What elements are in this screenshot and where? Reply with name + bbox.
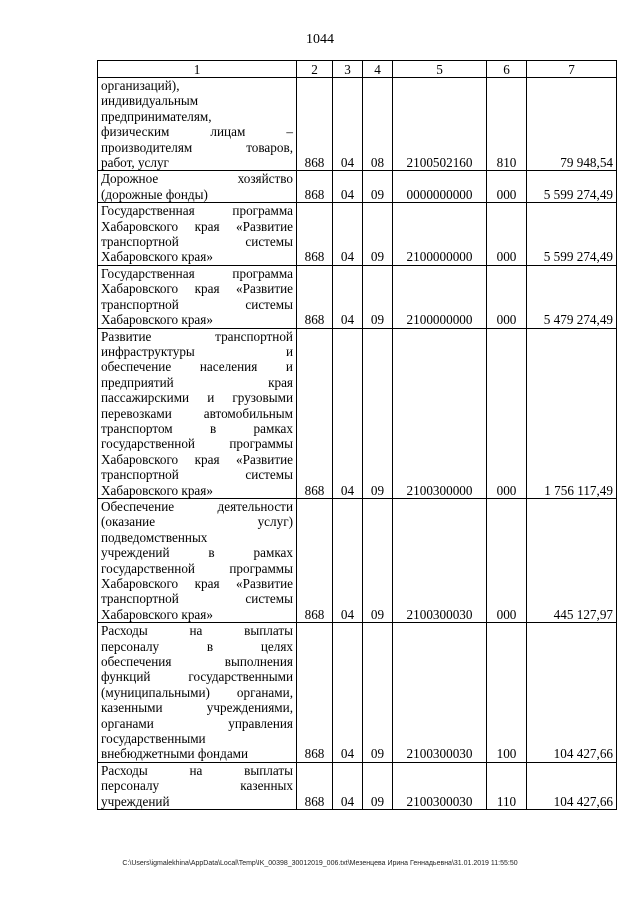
row-name-line: физическим лицам – [101,124,293,140]
row-name-line: Дорожное хозяйство [101,171,293,187]
row-name-line: обеспечения выполнения [101,654,293,670]
subsection-code-cell: 09 [363,265,393,328]
department-code-cell: 868 [297,265,333,328]
row-name-line: государственной программы [101,436,293,452]
row-name-cell [98,171,297,203]
row-name-line: транспортной системы [101,296,293,312]
row-name-line: подведомственных [101,529,208,545]
row-name-line: (дорожные фонды) [101,186,208,202]
table-row [98,265,617,328]
row-name-line: Хабаровского края «Развитие [101,576,293,591]
row-name-line: государственными [101,731,206,747]
expense-type-cell: 000 [487,328,527,498]
table-row [98,328,617,498]
column-header: 3 [333,61,363,78]
row-name-line: Развитие транспортной [101,328,293,344]
expense-type-cell: 000 [487,498,527,622]
target-article-cell: 2100300030 [393,623,487,763]
subsection-code-cell: 08 [363,78,393,171]
target-article-cell: 2100300000 [393,328,487,498]
row-name-line: казенными учреждениями, [101,700,293,716]
section-code-cell: 04 [333,265,363,328]
row-name-line: транспортной системы [101,591,293,607]
row-name-line: учреждений в рамках [101,545,293,561]
header-row [98,61,617,78]
target-article-cell: 2100502160 [393,78,487,171]
expense-type-cell: 110 [487,762,527,809]
department-code-cell: 868 [297,203,333,266]
amount-cell: 5 599 274,49 [527,203,617,266]
section-code-cell: 04 [333,623,363,763]
department-code-cell: 868 [297,171,333,203]
subsection-code-cell: 09 [363,623,393,763]
row-name-line: Хабаровского края «Развитие [101,218,293,234]
column-header: 2 [297,61,333,78]
amount-cell: 104 427,66 [527,762,617,809]
table-row [98,762,617,809]
row-name-line: организаций), [101,78,180,93]
budget-table [97,60,617,810]
table-row [98,498,617,622]
row-name-line: Хабаровского края «Развитие [101,281,293,297]
table-row [98,623,617,763]
target-article-cell: 0000000000 [393,171,487,203]
section-code-cell: 04 [333,498,363,622]
row-name-line: государственной программы [101,560,293,576]
section-code-cell: 04 [333,78,363,171]
row-name-line: обеспечение населения и [101,359,293,375]
row-name-line: внебюджетными фондами [101,746,249,762]
footer-path: C:\Users\igmalekhina\AppData\Local\Temp\IK_00398_30012019_006.txt\Мезенцева Ирина Геннадьевна\31.01.2019 11:55:50 [122,860,518,867]
target-article-cell: 2100300030 [393,498,487,622]
column-header: 1 [98,61,297,78]
row-name-line: Расходы на выплаты [101,623,293,639]
page-number: 1044 [306,32,334,47]
department-code-cell: 868 [297,498,333,622]
column-header: 5 [393,61,487,78]
row-name-line: Обеспечение деятельности [101,498,293,514]
column-header: 7 [527,61,617,78]
row-name-cell [98,498,297,622]
subsection-code-cell: 09 [363,498,393,622]
amount-cell: 445 127,97 [527,498,617,622]
table-row [98,78,617,171]
row-name-line: Государственная программа [101,265,293,281]
row-name-line: транспортной системы [101,467,293,483]
amount-cell: 1 756 117,49 [527,328,617,498]
row-name-line: транспортной системы [101,234,293,250]
row-name-line: предприятий края [101,374,293,390]
section-code-cell: 04 [333,171,363,203]
department-code-cell: 868 [297,623,333,763]
row-name-cell [98,78,297,171]
subsection-code-cell: 09 [363,762,393,809]
target-article-cell: 2100000000 [393,265,487,328]
row-name-line: Хабаровского края» [101,249,213,265]
row-name-line: производителям товаров, [101,139,293,155]
target-article-cell: 2100300030 [393,762,487,809]
row-name-line: Расходы на выплаты [101,762,293,778]
row-name-line: инфраструктуры и [101,343,293,359]
row-name-line: пассажирскими и грузовыми [101,390,293,406]
row-name-cell [98,762,297,809]
section-code-cell: 04 [333,762,363,809]
expense-type-cell: 000 [487,265,527,328]
amount-cell: 79 948,54 [527,78,617,171]
row-name-line: Хабаровского края» [101,312,213,328]
expense-type-cell: 000 [487,171,527,203]
target-article-cell: 2100000000 [393,203,487,266]
row-name-line: органами управления [101,715,293,731]
row-name-line: транспортом в рамках [101,420,293,436]
amount-cell: 5 479 274,49 [527,265,617,328]
row-name-line: работ, услуг [101,155,169,171]
row-name-cell [98,328,297,498]
row-name-line: предпринимателям, [101,108,212,124]
row-name-line: персоналу в целях [101,638,293,654]
row-name-line: учреждений [101,793,170,809]
subsection-code-cell: 09 [363,171,393,203]
row-name-line: Хабаровского края» [101,606,213,622]
row-name-cell [98,623,297,763]
expense-type-cell: 000 [487,203,527,266]
column-header: 4 [363,61,393,78]
row-name-line: Государственная программа [101,203,293,219]
department-code-cell: 868 [297,78,333,171]
row-name-cell [98,203,297,266]
row-name-line: (муниципальными) органами, [101,684,293,700]
table-row [98,203,617,266]
column-header: 6 [487,61,527,78]
expense-type-cell: 810 [487,78,527,171]
table-row [98,171,617,203]
row-name-line: перевозками автомобильным [101,405,293,421]
row-name-line: функций государственными [101,669,293,685]
row-name-cell [98,265,297,328]
amount-cell: 5 599 274,49 [527,171,617,203]
section-code-cell: 04 [333,328,363,498]
amount-cell: 104 427,66 [527,623,617,763]
department-code-cell: 868 [297,328,333,498]
subsection-code-cell: 09 [363,203,393,266]
row-name-line: персоналу казенных [101,778,293,794]
row-name-line: Хабаровского края» [101,482,213,498]
row-name-line: Хабаровского края «Развитие [101,451,293,467]
section-code-cell: 04 [333,203,363,266]
expense-type-cell: 100 [487,623,527,763]
row-name-line: индивидуальным [101,93,199,109]
subsection-code-cell: 09 [363,328,393,498]
row-name-line: (оказание услуг) [101,514,293,530]
department-code-cell: 868 [297,762,333,809]
